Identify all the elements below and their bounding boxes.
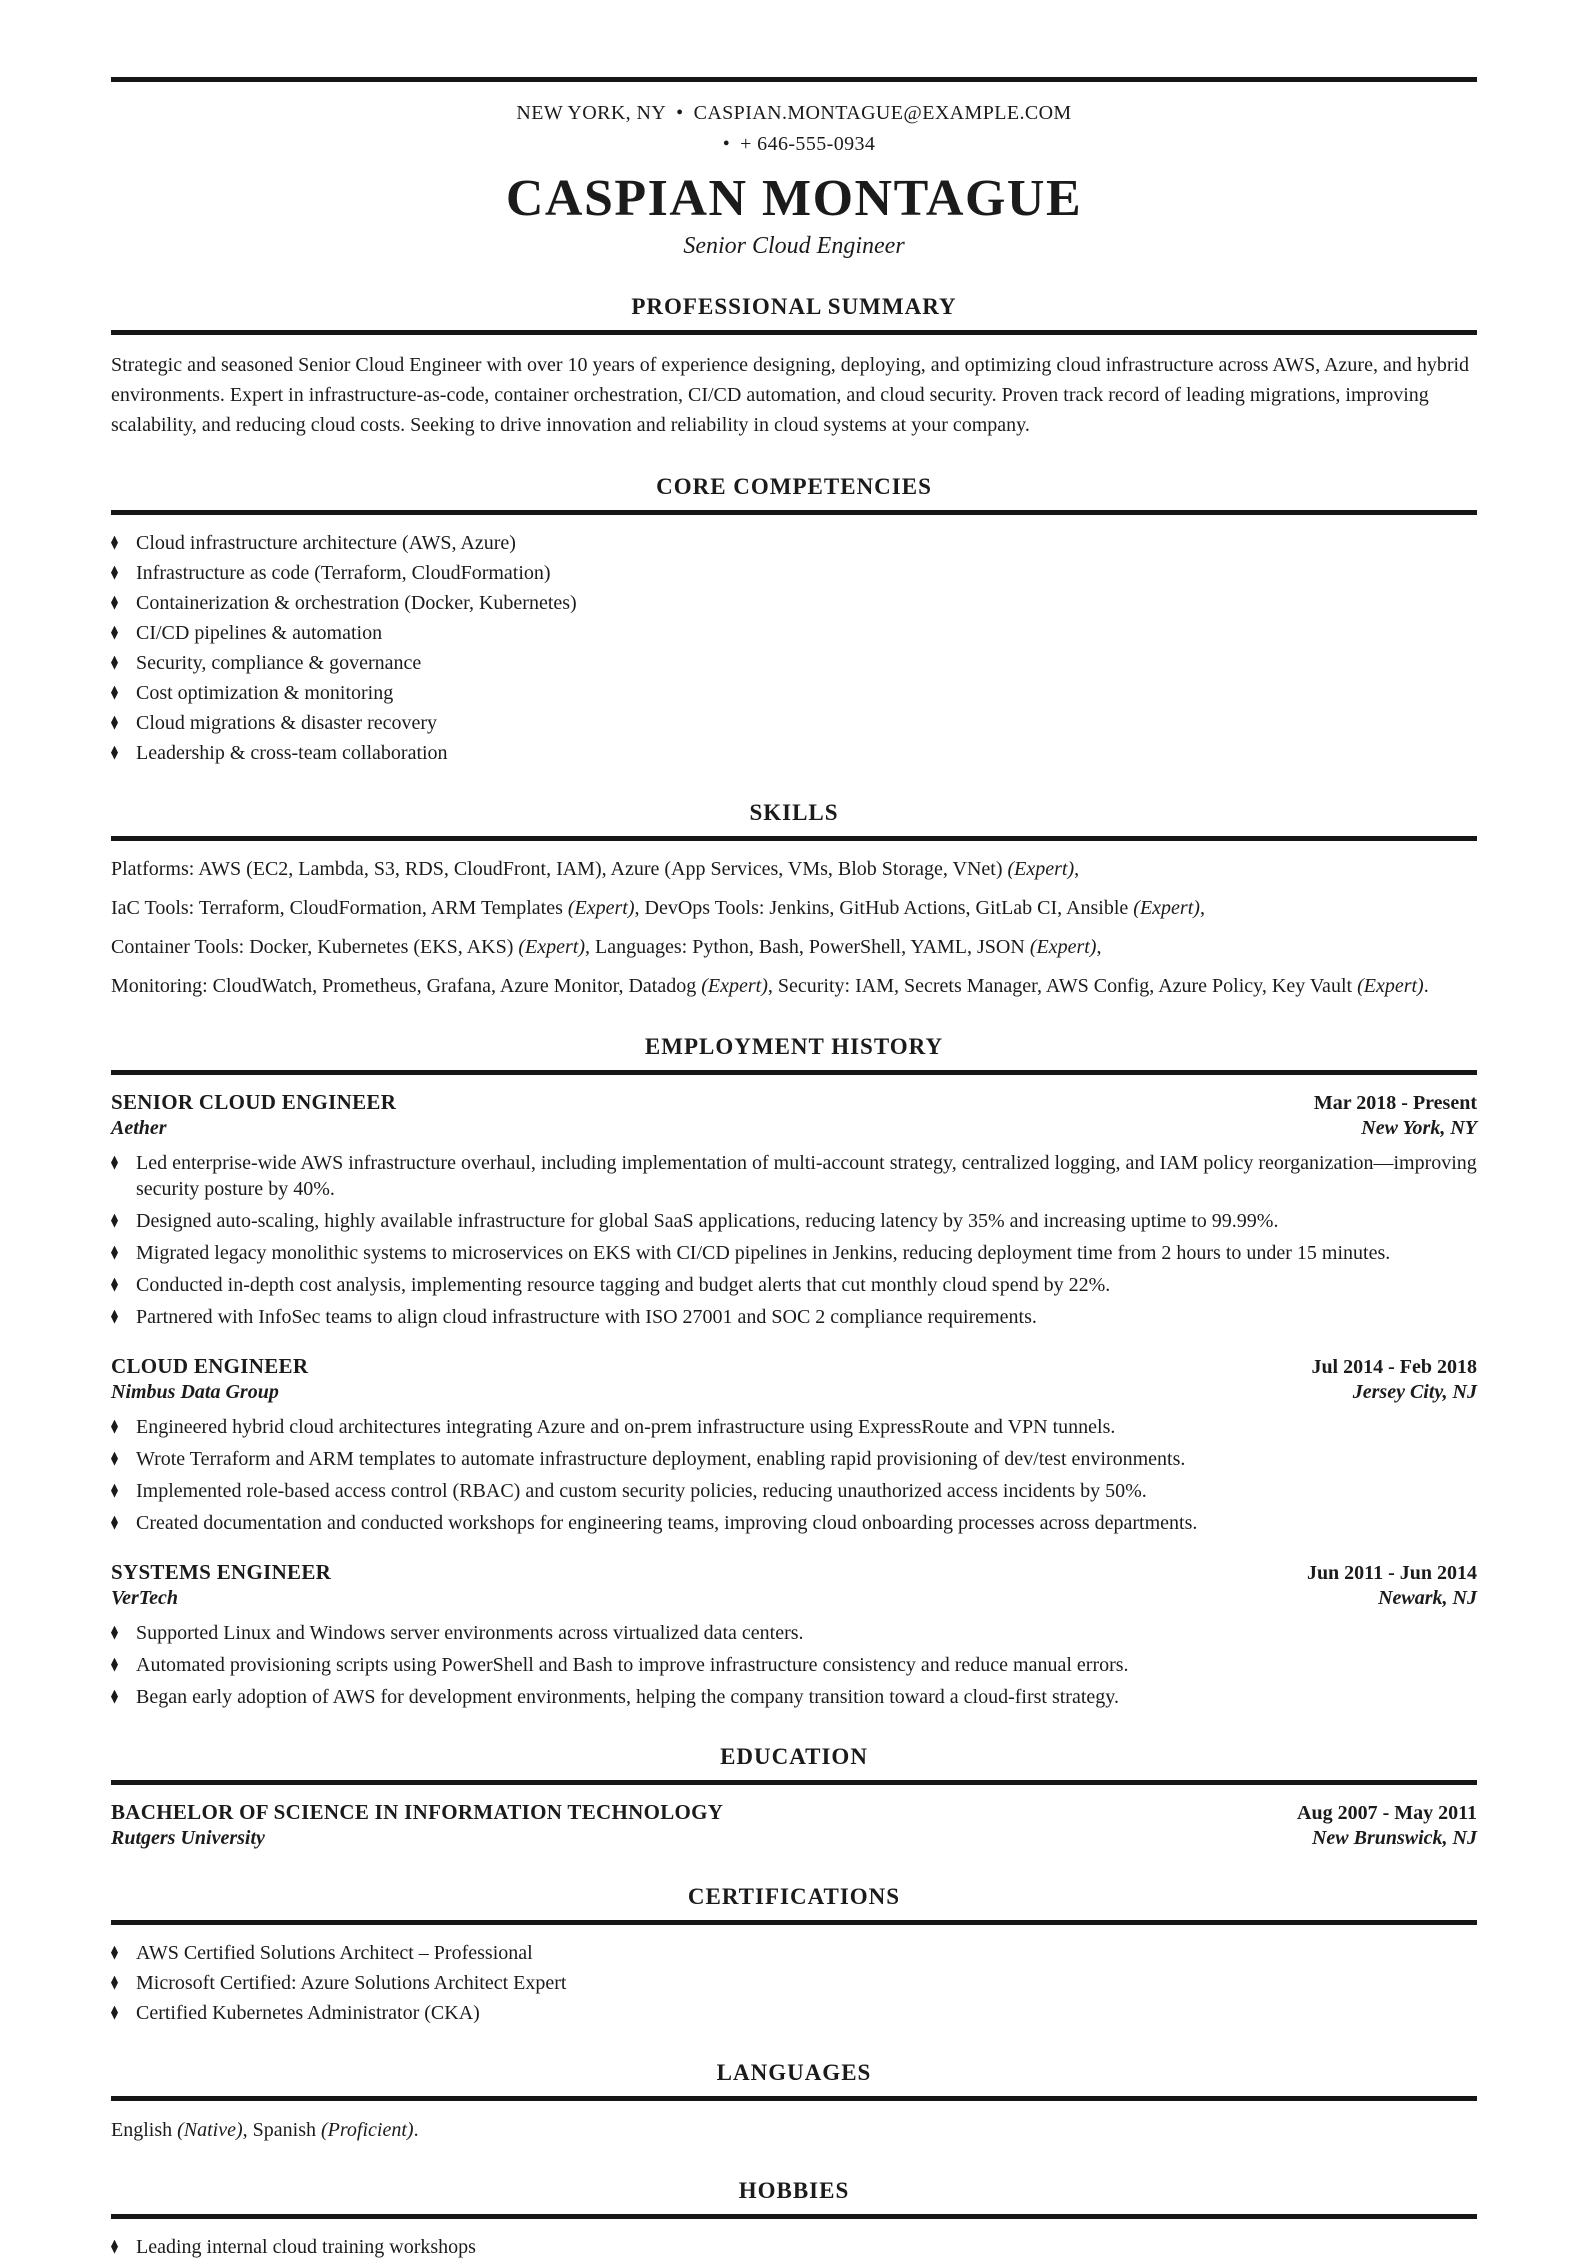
skills-line-platforms	[111, 856, 1477, 883]
contact-email: CASPIAN.MONTAGUE@EXAMPLE.COM	[693, 102, 1072, 124]
skill-level-italic: (Proficient)	[321, 2118, 414, 2141]
list-item	[111, 650, 1477, 676]
section-hobbies	[111, 2178, 1477, 2260]
job-bullet-text: Engineered hybrid cloud architectures integrating Azure and on-prem infrastructure using ExpressRoute and VPN tunnels.	[136, 1415, 1116, 1438]
text-segment: .	[413, 2118, 419, 2141]
job-company: VerTech	[111, 1586, 179, 1609]
job-bullet	[111, 1150, 1477, 1202]
certification-item	[111, 2000, 1477, 2026]
top-divider	[111, 77, 1477, 82]
list-item	[111, 560, 1477, 586]
skill-level-italic: (Expert)	[518, 935, 586, 958]
section-skills	[111, 800, 1477, 1000]
job-bullet-text: Automated provisioning scripts using PowerShell and Bash to improve infrastructure consistency and reduce manual errors.	[136, 1653, 1129, 1676]
job-entry-senior-cloud-engineer	[111, 1090, 1477, 1330]
skill-level-italic: (Expert)	[1357, 974, 1424, 997]
skill-level-italic: (Expert)	[567, 896, 635, 919]
job-location: Jersey City, NJ	[1352, 1380, 1477, 1403]
skill-level-italic: (Expert)	[701, 974, 768, 997]
list-item-text: Cloud infrastructure architecture (AWS, Azure)	[136, 531, 516, 554]
skill-level-italic: (Expert)	[1029, 935, 1097, 958]
diamond-bullet-icon	[111, 1516, 118, 1530]
contact-line-1	[111, 98, 1477, 129]
job-bullet-text: Designed auto-scaling, highly available infrastructure for global SaaS applications, reducing latency by 35% and increasing uptime to 99.99%.	[136, 1209, 1279, 1232]
diamond-bullet-icon	[111, 596, 118, 610]
section-heading-professional-summary: PROFESSIONAL SUMMARY	[631, 293, 957, 319]
job-bullet	[111, 1272, 1477, 1298]
candidate-title: Senior Cloud Engineer	[683, 232, 905, 259]
diamond-bullet-icon	[111, 686, 118, 700]
diamond-bullet-icon	[111, 656, 118, 670]
section-heading-hobbies: HOBBIES	[738, 2177, 850, 2203]
job-bullet-text: Began early adoption of AWS for development environments, helping the company transition toward a cloud-first strategy.	[136, 1685, 1119, 1708]
diamond-bullet-icon	[111, 2240, 118, 2254]
job-bullet-text: Supported Linux and Windows server environments across virtualized data centers.	[136, 1621, 804, 1644]
diamond-bullet-icon	[111, 1452, 118, 1466]
education-school: Rutgers University	[111, 1826, 265, 1849]
section-heading-certifications: CERTIFICATIONS	[687, 1883, 901, 1909]
job-location: New York, NY	[1361, 1116, 1477, 1139]
job-bullet	[111, 1208, 1477, 1234]
text-segment: English	[111, 2118, 178, 2141]
diamond-bullet-icon	[111, 1976, 118, 1990]
text-segment: .	[1423, 974, 1429, 997]
hobby-text: Leading internal cloud training workshops	[136, 2235, 476, 2258]
list-item-text: Infrastructure as code (Terraform, CloudFormation)	[136, 561, 551, 584]
job-bullet	[111, 1304, 1477, 1330]
job-bullet-text: Implemented role-based access control (RBAC) and custom security policies, reducing unauthorized access incidents by 50%.	[136, 1479, 1147, 1502]
job-entry-cloud-engineer	[111, 1354, 1477, 1536]
diamond-bullet-icon	[111, 1278, 118, 1292]
section-languages	[111, 2060, 1477, 2144]
section-heading-education: EDUCATION	[720, 1743, 868, 1769]
job-bullet	[111, 1620, 1477, 1646]
job-bullet-text: Led enterprise-wide AWS infrastructure overhaul, including implementation of multi-account strategy, centralized logging, and IAM policy reorganization—improving security posture by 40%.	[136, 1151, 1477, 1200]
job-bullet-text: Migrated legacy monolithic systems to microservices on EKS with CI/CD pipelines in Jenkins, reducing deployment time from 2 hours to under 15 minutes.	[136, 1241, 1391, 1264]
skill-level-italic: (Expert)	[1133, 896, 1200, 919]
diamond-bullet-icon	[111, 1626, 118, 1640]
section-heading-core-competencies: CORE COMPETENCIES	[656, 473, 932, 499]
certification-item	[111, 1970, 1477, 1996]
job-company: Aether	[111, 1116, 167, 1139]
job-bullet	[111, 1510, 1477, 1536]
certification-text: Certified Kubernetes Administrator (CKA)	[136, 2001, 480, 2024]
certification-text: Microsoft Certified: Azure Solutions Architect Expert	[136, 1971, 567, 1994]
resume-page	[111, 0, 1477, 2260]
list-item	[111, 740, 1477, 766]
list-item-text: Security, compliance & governance	[136, 651, 422, 674]
job-dates: Jun 2011 - Jun 2014	[1306, 1561, 1477, 1584]
job-bullet	[111, 1414, 1477, 1440]
contact-phone: + 646-555-0934	[740, 133, 876, 155]
section-employment-history	[111, 1034, 1477, 1710]
section-core-competencies	[111, 474, 1477, 766]
diamond-bullet-icon	[111, 1658, 118, 1672]
contact-separator-2: •	[722, 133, 731, 155]
job-entry-systems-engineer	[111, 1560, 1477, 1710]
languages-line	[111, 2116, 1477, 2144]
job-dates: Jul 2014 - Feb 2018	[1311, 1355, 1477, 1378]
list-item	[111, 710, 1477, 736]
job-bullet-text: Conducted in-depth cost analysis, implementing resource tagging and budget alerts that cut monthly cloud spend by 22%.	[136, 1273, 1111, 1296]
job-bullet-text: Wrote Terraform and ARM templates to automate infrastructure deployment, enabling rapid provisioning of dev/test environments.	[136, 1447, 1186, 1470]
list-item	[111, 590, 1477, 616]
contact-line-2	[111, 129, 1477, 160]
job-bullet	[111, 1240, 1477, 1266]
section-professional-summary	[111, 294, 1477, 440]
job-location: Newark, NJ	[1378, 1586, 1477, 1609]
job-bullet	[111, 1652, 1477, 1678]
job-bullet	[111, 1478, 1477, 1504]
education-degree: BACHELOR OF SCIENCE IN INFORMATION TECHNOLOGY	[111, 1799, 724, 1824]
text-segment: , Spanish	[242, 2118, 321, 2141]
list-item	[111, 680, 1477, 706]
contact-block	[111, 98, 1477, 160]
skills-line-monitoring-security	[111, 973, 1477, 1000]
skills-line-iac-devops	[111, 895, 1477, 922]
contact-separator: •	[676, 102, 684, 124]
job-dates: Mar 2018 - Present	[1313, 1091, 1477, 1114]
contact-location: NEW YORK, NY	[516, 102, 667, 124]
text-segment: ,	[1074, 857, 1080, 880]
section-heading-employment-history: EMPLOYMENT HISTORY	[644, 1033, 944, 1059]
diamond-bullet-icon	[111, 1484, 118, 1498]
skills-line-containers-languages	[111, 934, 1477, 961]
text-segment: Monitoring: CloudWatch, Prometheus, Grafana, Azure Monitor, Datadog	[111, 974, 702, 997]
education-location: New Brunswick, NJ	[1311, 1826, 1477, 1849]
diamond-bullet-icon	[111, 1310, 118, 1324]
job-bullet-text: Created documentation and conducted workshops for engineering teams, improving cloud onboarding processes across departments.	[136, 1511, 1198, 1534]
diamond-bullet-icon	[111, 716, 118, 730]
job-bullet	[111, 1684, 1477, 1710]
candidate-name: CASPIAN MONTAGUE	[505, 170, 1083, 227]
job-bullet	[111, 1446, 1477, 1472]
list-item-text: Leadership & cross-team collaboration	[136, 741, 448, 764]
text-segment: Container Tools: Docker, Kubernetes (EKS, AKS)	[111, 935, 519, 958]
diamond-bullet-icon	[111, 1156, 118, 1170]
text-segment: , Security: IAM, Secrets Manager, AWS Config, Azure Policy, Key Vault	[767, 974, 1358, 997]
text-segment: ,	[1096, 935, 1102, 958]
job-title: SYSTEMS ENGINEER	[111, 1559, 332, 1584]
diamond-bullet-icon	[111, 1214, 118, 1228]
list-item-text: Cloud migrations & disaster recovery	[136, 711, 438, 734]
text-segment: , DevOps Tools: Jenkins, GitHub Actions, GitLab CI, Ansible	[634, 896, 1134, 919]
certification-text: AWS Certified Solutions Architect – Professional	[136, 1941, 533, 1964]
skill-level-italic: (Native)	[177, 2118, 243, 2141]
diamond-bullet-icon	[111, 746, 118, 760]
diamond-bullet-icon	[111, 536, 118, 550]
job-title: CLOUD ENGINEER	[111, 1353, 309, 1378]
diamond-bullet-icon	[111, 566, 118, 580]
list-item	[111, 530, 1477, 556]
text-segment: , Languages: Python, Bash, PowerShell, YAML, JSON	[585, 935, 1030, 958]
certification-item	[111, 1940, 1477, 1966]
job-bullet-text: Partnered with InfoSec teams to align cloud infrastructure with ISO 27001 and SOC 2 compliance requirements.	[136, 1305, 1037, 1328]
job-title: SENIOR CLOUD ENGINEER	[111, 1089, 397, 1114]
list-item-text: Cost optimization & monitoring	[136, 681, 394, 704]
text-segment: Platforms: AWS (EC2, Lambda, S3, RDS, CloudFront, IAM), Azure (App Services, VMs, Blob Storage, VNet)	[111, 857, 1008, 880]
education-dates: Aug 2007 - May 2011	[1297, 1801, 1477, 1824]
job-company: Nimbus Data Group	[111, 1380, 279, 1403]
diamond-bullet-icon	[111, 626, 118, 640]
section-heading-languages: LANGUAGES	[716, 2059, 872, 2085]
diamond-bullet-icon	[111, 1420, 118, 1434]
hobby-item	[111, 2234, 1477, 2260]
text-segment: ,	[1199, 896, 1205, 919]
list-item-text: CI/CD pipelines & automation	[136, 621, 383, 644]
section-certifications	[111, 1884, 1477, 2026]
diamond-bullet-icon	[111, 1246, 118, 1260]
diamond-bullet-icon	[111, 1946, 118, 1960]
skill-level-italic: (Expert)	[1007, 857, 1075, 880]
summary-paragraph: Strategic and seasoned Senior Cloud Engineer with over 10 years of experience designing, deploying, and optimizing cloud infrastructure across AWS, Azure, and hybrid environments. Expert in infrastructure-as-code, container orchestration, CI/CD automation, and cloud security. Proven track record of leading migrations, improving scalability, and reducing cloud costs. Seeking to drive innovation and reliability in cloud systems at your company.	[111, 353, 1470, 436]
list-item-text: Containerization & orchestration (Docker, Kubernetes)	[136, 591, 577, 614]
list-item	[111, 620, 1477, 646]
diamond-bullet-icon	[111, 1690, 118, 1704]
diamond-bullet-icon	[111, 2006, 118, 2020]
text-segment: IaC Tools: Terraform, CloudFormation, ARM Templates	[111, 896, 568, 919]
section-education	[111, 1744, 1477, 1850]
section-heading-skills: SKILLS	[749, 799, 839, 825]
